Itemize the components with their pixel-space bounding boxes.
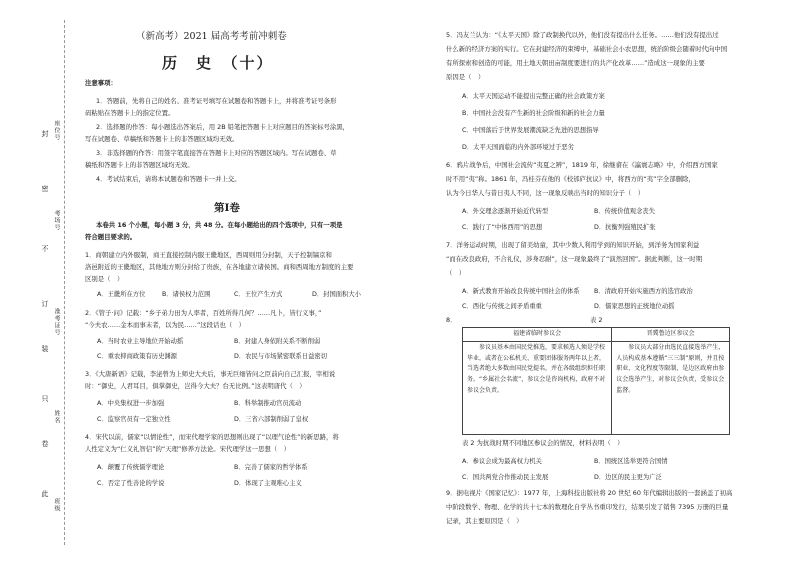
margin-label-not: 不 (41, 245, 49, 253)
q4-option-d[interactable]: D．体现了主观唯心主义 (234, 480, 302, 487)
q1-option-d[interactable]: D．封国面积大小 (312, 291, 361, 298)
q8-option-c[interactable]: C．国共两党合作推动民主发展 (462, 474, 549, 481)
binding-dashed-line (64, 20, 65, 545)
q7-option-b[interactable]: B．清政府开始实施西方的选官政治 (594, 288, 693, 295)
q7-option-d[interactable]: D．儒家思想的正统地位动摇 (594, 303, 675, 310)
table-cell-fujian: 参议员基本由国民党推选，要求候选人须是学校毕业，或者在公私机关、重要团体服务两年以上者，当选者绝大多数由国民党提名，并在各级组织担任职务。“乡属社会名流”，参议会是咨询机构，政府不对参议会负责。 (463, 341, 612, 434)
margin-label-sealed: 密 (41, 185, 49, 193)
notice-line: 稿纸和答题卡上的非答题区域均无效。 (85, 161, 194, 169)
section-intro: 符合题目要求的。 (85, 233, 137, 241)
q5-option-d[interactable]: D．太平天国面临的内外部环境过于恶劣 (462, 144, 574, 151)
q4-stem: 4．宋代以前，儒家“以情论性”，而宋代理学家的思想则出现了“以理气论性”的新思路，将 (85, 433, 339, 441)
section-intro: 本卷共 16 个小题，每小题 3 分，共 48 分。在每小题给出的四个选项中，只有一项是 (96, 221, 343, 229)
q8-option-d[interactable]: D．边区的民主更为广泛 (594, 474, 662, 481)
field-seat-number[interactable]: 座位号 (53, 120, 60, 141)
q2-option-a[interactable]: A．当时农业主导地位开始动摇 (97, 338, 184, 345)
q3-option-c[interactable]: C．监察官员有一定独立性 (97, 416, 171, 423)
q3-stem: 时：“御史，人君耳目，俱掌御史，岂得今大夫？台无比例。”这表明唐代（ ） (85, 382, 306, 390)
q6-stem: 认为今日华人与昔日夷人不同，这一现象反映出当时的知识分子（ ） (446, 189, 645, 197)
q5-option-c[interactable]: C．中国落后于世界发展潮流缺乏先进的思想指导 (462, 127, 599, 134)
q5-option-a[interactable]: A．太平天国运动不能提出完整正确的社会政策方案 (462, 93, 605, 100)
comparison-table (462, 327, 730, 435)
notice-line: 3．非选择题的作答：用签字笔直接答在答题卡上对应的答题区域内。写在试题卷、草 (96, 149, 337, 157)
q1-stem: 区别是（ ） (85, 275, 124, 283)
q6-option-d[interactable]: D．抗衡列强殖民扩张 (594, 224, 656, 231)
q6-option-a[interactable]: A．外交理念逐渐开始近代转型 (462, 208, 549, 215)
table-title: 表 2 (590, 316, 603, 324)
q1-option-b[interactable]: B．诸侯权力范围 (162, 291, 211, 298)
q2-stem: “今夫农……金本而事末者，以为民……”这段话也（ ） (85, 321, 245, 329)
q9-stem: 中阶段数学、物理、化学的共十七本的数理化自学丛书重印发行，结果引发了销售 7395 万册的巨量 (446, 503, 729, 511)
q8-option-a[interactable]: A．参议会成为最高权力机关 (462, 458, 542, 465)
q1-stem: 洛邑附近的王畿地区，其他地方则分封给了贵族，在各地建立诸侯国。商和西周地方制度的主要 (85, 263, 354, 271)
q6-option-c[interactable]: C．践行了“中体西用”的思想 (462, 224, 543, 231)
q9-stem: 记录，其主要原因是（ ） (446, 517, 523, 525)
q6-stem: 6．鸦片战争后，中国社会流传“夷夏之辨”，1819 年，徐继畲在《瀛寰志略》中，介绍西方国家 (446, 161, 718, 169)
q2-option-c[interactable]: C．重农抑商政策有历史渊源 (97, 353, 177, 360)
q7-option-a[interactable]: A．新式教育开始改良传统中国社会的体系 (462, 288, 580, 295)
q4-option-c[interactable]: C．否定了性善论的学说 (97, 480, 165, 487)
q1-stem: 1．商朝建立内外服制，商王直接控制内服王畿地区，西周则用分封制，天子控制镐京和 (85, 251, 332, 259)
margin-label-paper: 卷 (41, 440, 49, 448)
field-exam-id[interactable]: 准考证号 (53, 308, 60, 336)
q3-option-d[interactable]: D．三省六部制削弱了皇权 (234, 416, 309, 423)
notice-line: 码粘贴在答题卡上的指定位置。 (85, 109, 175, 117)
q3-stem: 3．《大唐新语》记载，李泌曾为上师史大夫后，事无巨细皆问之臣前向自己汇报，宰相说 (85, 370, 336, 378)
notice-line: 2．选择题的作答：每小题选出答案后，用 2B 铅笔把答题卡上对应题目的答案标号涂黑， (96, 123, 350, 131)
q7-stem: 7．洋务运动时期，出现了留美幼童，其中少数人利用学到的知识开始，到洋务为国家利益 (446, 241, 700, 249)
q1-option-c[interactable]: C．王位产生方式 (234, 291, 283, 298)
q4-option-a[interactable]: A．颠覆了传统儒学理论 (97, 464, 165, 471)
field-class[interactable]: 班级 (53, 498, 60, 512)
q6-option-b[interactable]: B．传统价值观念丧失 (594, 208, 655, 215)
q8-number: 8． (446, 316, 457, 324)
q2-option-b[interactable]: B．封建人身依附关系不断削弱 (234, 338, 321, 345)
q2-option-d[interactable]: D．农民与市场紧密联系日益密切 (234, 353, 328, 360)
q3-option-b[interactable]: B．科举制推动官员流动 (234, 400, 302, 407)
q7-stem: （ ） (446, 269, 466, 277)
q1-option-a[interactable]: A．王畿所在方位 (97, 291, 146, 298)
q2-stem: 2．《管子·问》记载：“乡子弟力田为人率者，百姓所得几何？……凡卜，皆行义事，” (85, 309, 322, 317)
section-title: 第Ⅰ卷 (214, 202, 240, 214)
q5-option-b[interactable]: B．中国社会没有产生新的社会阶级和新的社会力量 (462, 110, 605, 117)
margin-label-fix: 装 (41, 345, 49, 353)
q4-option-b[interactable]: B．完善了儒家的哲学体系 (234, 464, 308, 471)
field-name[interactable]: 姓名 (53, 410, 60, 424)
q7-stem: “而在改良政府，不合礼仪，涉身忍耐”，这一现象最终了“演然回国”。据此判断，这一时期 (446, 255, 703, 263)
q8-question: 表 2 为抗战时期不同地区参议会的情况，材料表明（ ） (462, 439, 624, 447)
table-header-fujian: 福建省临时参议会 (463, 328, 612, 342)
q5-stem: 什么新的经济方案的实行。它在封建经济的束缚中，基础社会小农思想，统治阶级会随着时代向中国 (446, 45, 728, 53)
notice-line: 写在试题卷、草稿纸和答题卡上的非答题区域均无效。 (85, 135, 239, 143)
q3-option-a[interactable]: A．中央集权进一步加强 (97, 400, 165, 407)
q8-option-b[interactable]: B．国统区选举更符合国情 (594, 458, 668, 465)
q7-option-c[interactable]: C．西化与传统之间矛盾重重 (462, 303, 542, 310)
exam-title: （新高考）2021 届高考考前冲刺卷 (136, 31, 287, 42)
q5-stem: 有所探索和创造的可能，用土地天朝田亩制度要进行的共产化改革……”造成这一现象的主要 (446, 59, 705, 67)
subject-title: 历 史 （十） (162, 54, 274, 72)
q5-stem: 原因是（ ） (446, 73, 485, 81)
q9-stem: 9．据电视片《国家记忆》：1977 年，上海科技出版社将 20 世纪 60 年代编辑出版的一套涵盖了初高 (446, 489, 733, 497)
margin-label-only: 只 (41, 395, 49, 403)
q6-stem: 时不用“夷”称。1861 年，冯桂芬在他的《校邠庐抗议》中，将西方的“夷”字全部删除， (446, 175, 695, 183)
margin-label-seal: 封 (41, 130, 49, 138)
q4-stem: 人性定义为“仁义礼智信”的“天理”修养方法论。宋代理学这一思想（ ） (85, 445, 290, 453)
q5-stem: 5．冯友兰认为：“《太平天国》除了政制换代以外，他们没有提出什么任务。……他们没有提出过 (446, 31, 719, 39)
field-room-number[interactable]: 考场号 (53, 210, 60, 231)
margin-label-bind: 订 (41, 300, 49, 308)
notice-line: 4．考试结束后，请将本试题卷和答题卡一并上交。 (96, 175, 241, 183)
notice-heading: 注意事项： (85, 79, 117, 87)
table-header-jinjilu: 晋冀鲁边区参议会 (612, 328, 730, 342)
notice-line: 1．答题前，先将自己的姓名、准考证号填写在试题卷和答题卡上，并将准考证号条形 (96, 97, 337, 105)
margin-label-this: 此 (41, 490, 49, 498)
table-cell-jinjilu: 参议员大部分由选民直接选举产生，人员构成基本遵循“三三制”原则，并且按职业、文化程度等限制，是边区政府由参议会选举产生，对参议会负责，受参议会监督。 (612, 341, 730, 434)
